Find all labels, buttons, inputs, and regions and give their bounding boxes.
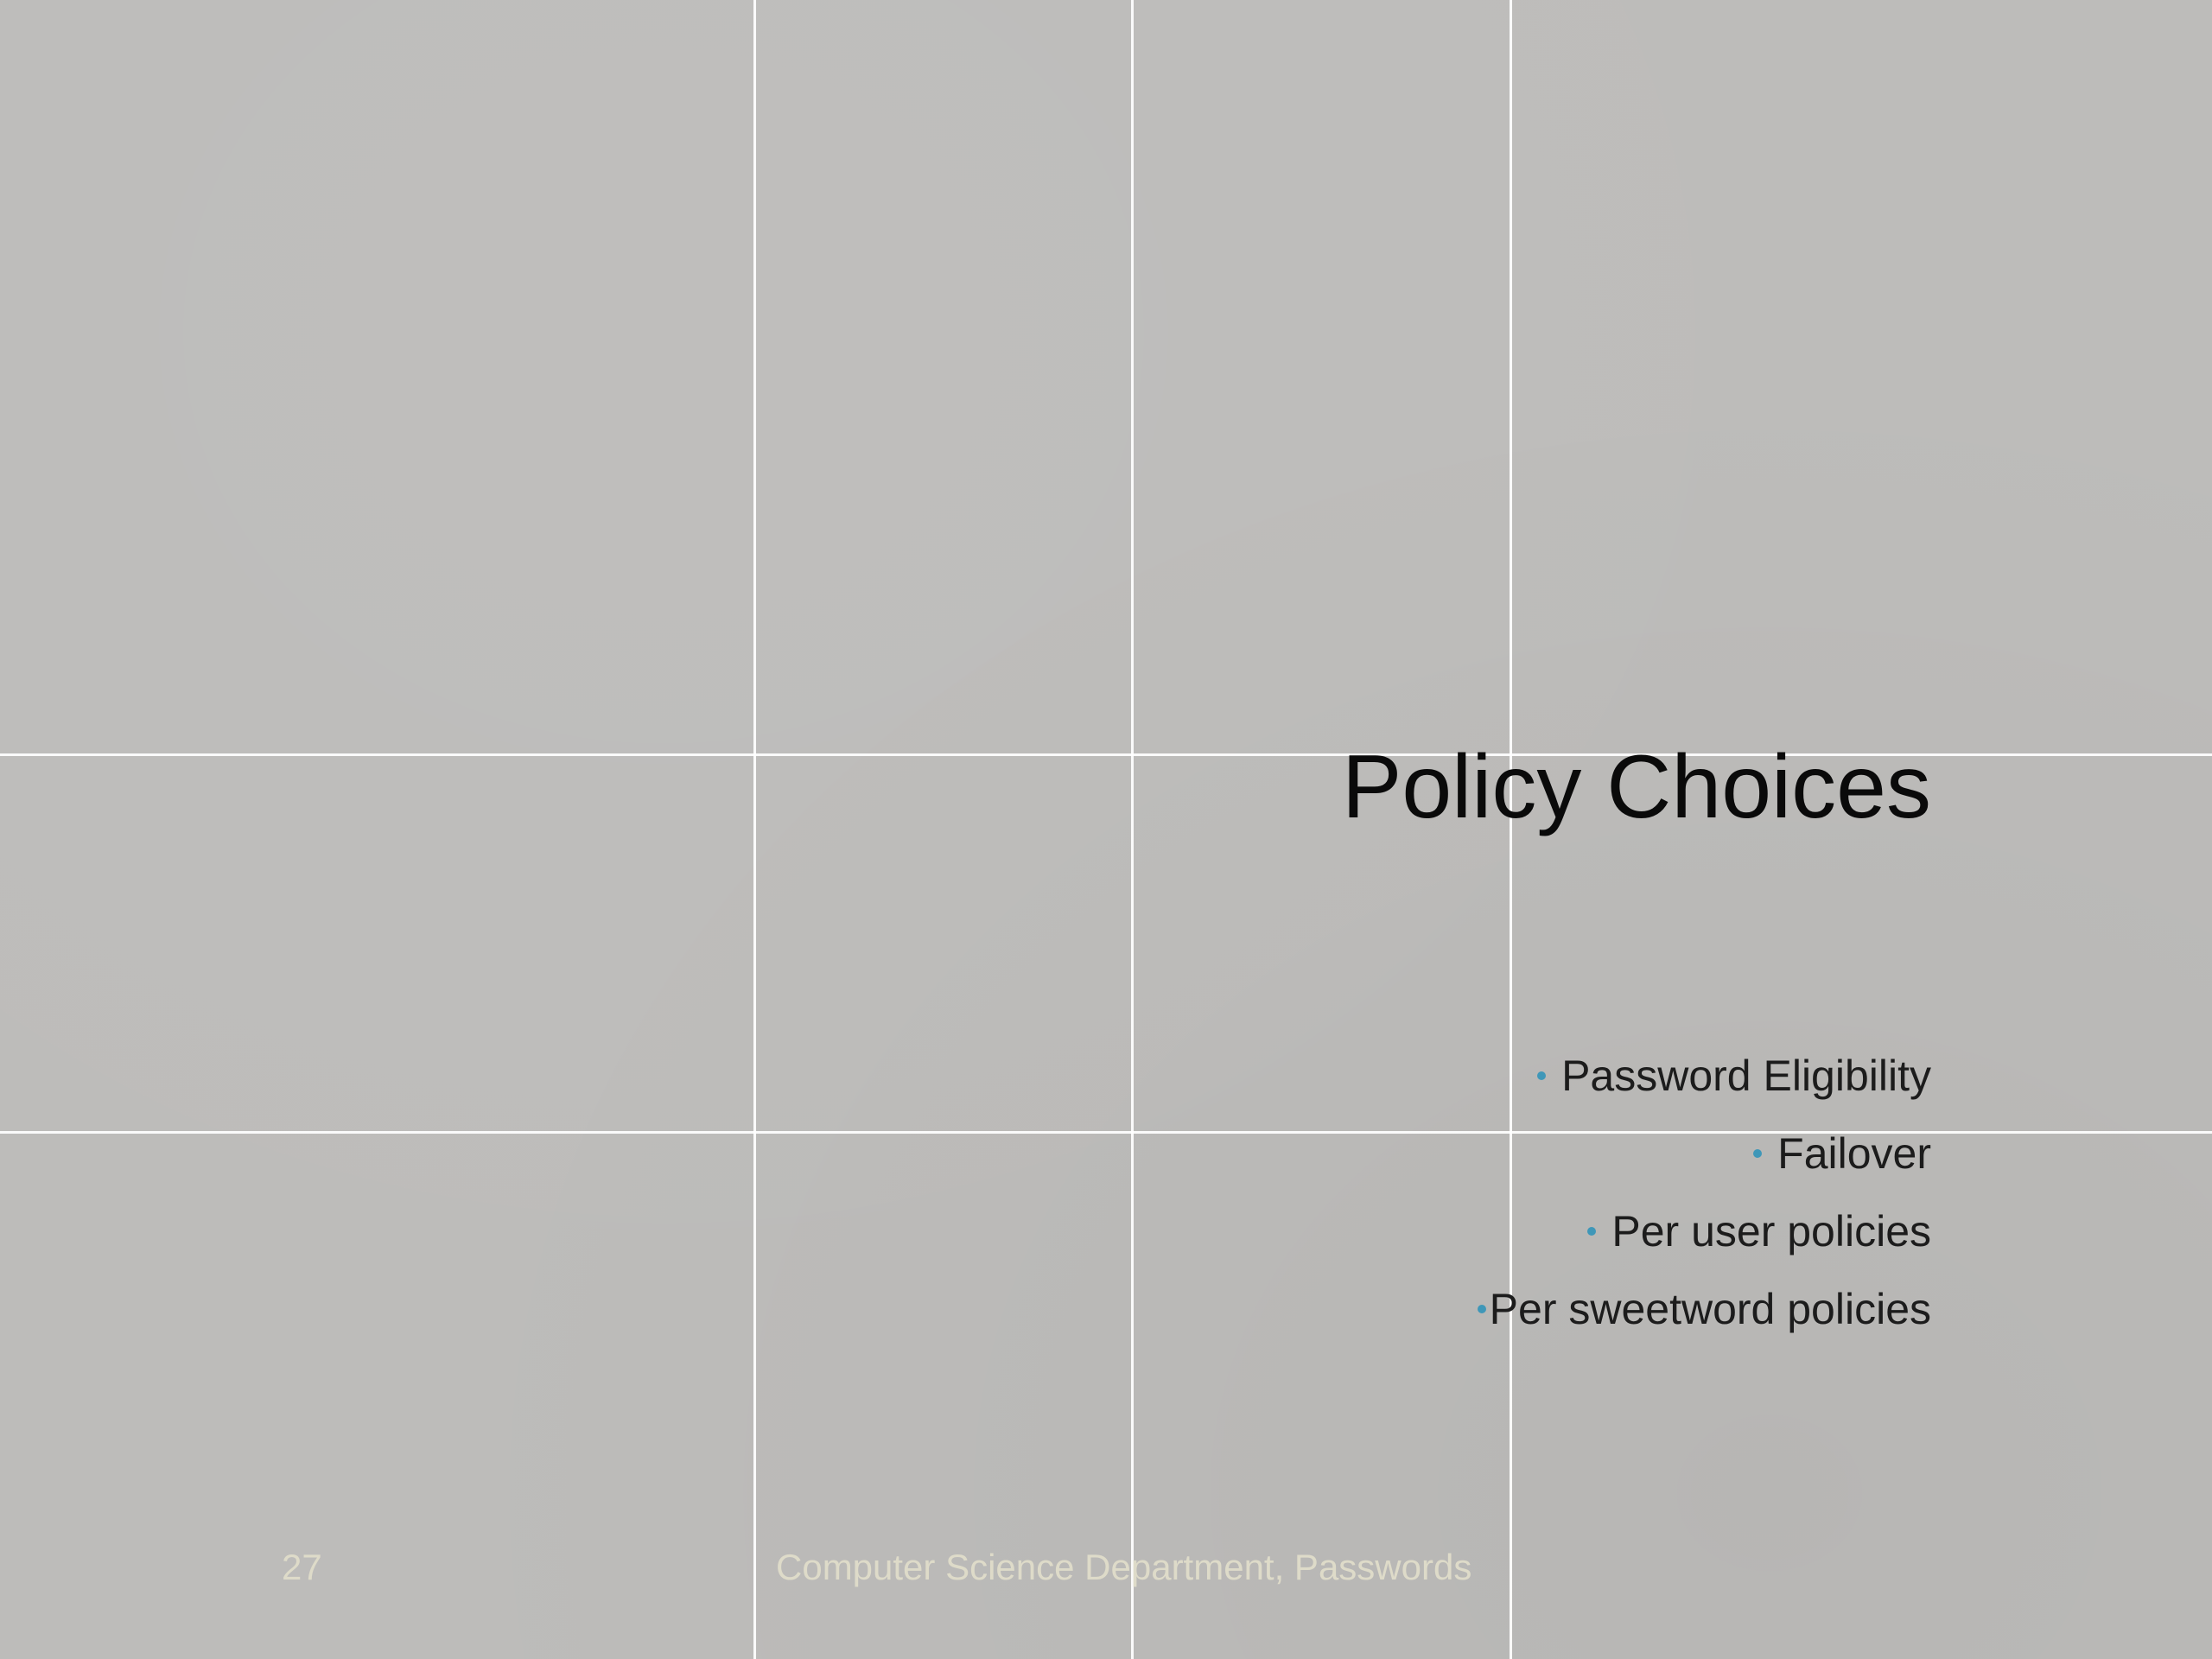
bullet-item — [1478, 1037, 1931, 1115]
grid-line-vertical — [753, 0, 756, 1659]
bullet-label: Per sweetword policies — [1489, 1285, 1931, 1333]
slide-footer-text: Computer Science Department, Passwords — [776, 1547, 1472, 1587]
slide-title: Policy Choices — [1341, 737, 1931, 837]
bullet-icon — [1753, 1149, 1762, 1158]
bullet-list — [1478, 1037, 1931, 1348]
slide-page-number: 27 — [282, 1547, 322, 1587]
bullet-icon — [1478, 1305, 1486, 1313]
bullet-label: Password Eligibility — [1561, 1052, 1931, 1100]
grid-line-vertical — [1131, 0, 1134, 1659]
bullet-item — [1478, 1192, 1931, 1270]
bullet-icon — [1587, 1227, 1596, 1236]
bullet-item — [1478, 1115, 1931, 1192]
bullet-item — [1478, 1270, 1931, 1348]
bullet-label: Failover — [1777, 1129, 1931, 1178]
bullet-icon — [1537, 1071, 1546, 1080]
bullet-label: Per user policies — [1611, 1207, 1931, 1255]
